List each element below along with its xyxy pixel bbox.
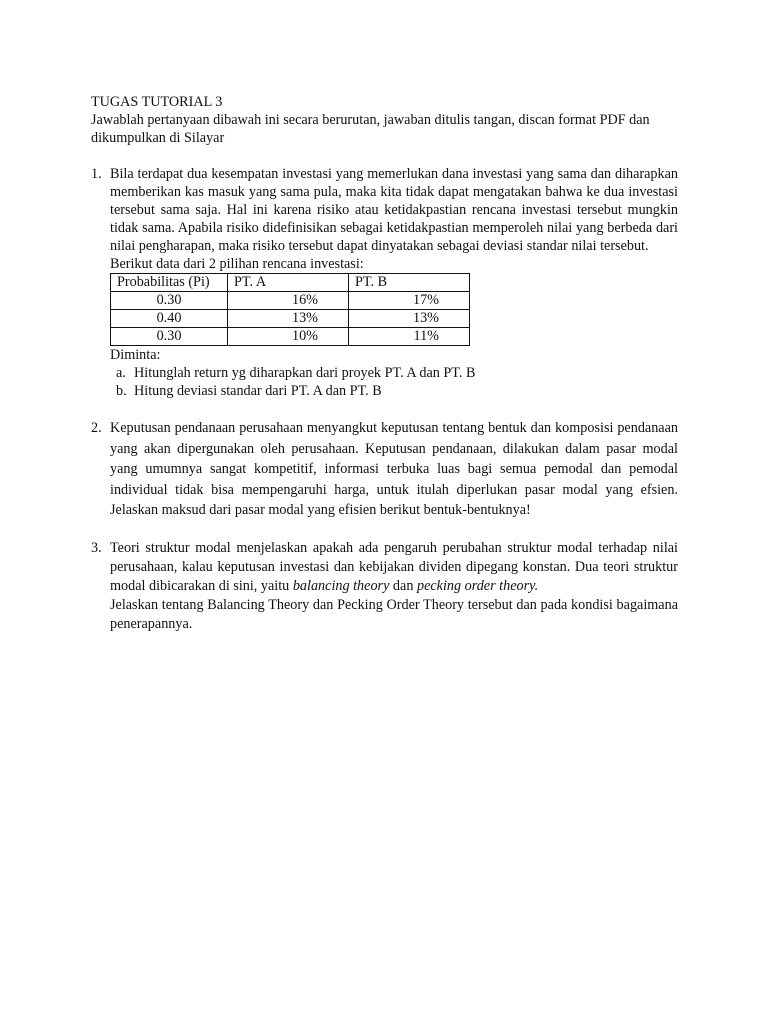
question-body: Keputusan pendanaan perusahaan menyangkut keputusan tentang bentuk dan komposisi pendanaan yang akan dipergunakan oleh perusahaan. Keputusan pendanaan, dilakukan dalam pasar modal yang umumnya sangat kompetitif, informasi terbuka luas bagi semua pemodal dan pemodal individual tidak bisa mempengaruhi harga, untuk itulah diperlukan pasar modal yang efsien. Jelaskan maksud dari pasar modal yang efisien berikut bentuk-bentuknya! [110,420,678,518]
table-intro: Berikut data dari 2 pilihan rencana investasi: [110,256,364,272]
table-cell: 13% [228,310,349,328]
table-cell: 0.40 [111,310,228,328]
table-cell: 11% [349,328,470,346]
subitem-list [110,364,678,400]
table-header-cell: Probabilitas (Pi) [111,274,228,292]
table-cell: 13% [349,310,470,328]
question-number: 2. [91,420,102,436]
subitem-a [116,364,678,382]
table-row [111,310,470,328]
subitem-text: Hitung deviasi standar dari PT. A dan PT. B [134,383,382,399]
table-header-cell: PT. B [349,274,470,292]
question-number: 1. [91,166,102,182]
spacer [91,400,678,418]
table-cell: 17% [349,292,470,310]
question-3 [91,539,678,634]
table-row [111,328,470,346]
document-title: TUGAS TUTORIAL 3 [91,94,223,110]
subitem-letter: b. [116,383,127,399]
subitem-text: Hitunglah return yg diharapkan dari proyek PT. A dan PT. B [134,365,476,381]
term-balancing-theory: balancing theory [292,577,390,594]
question-body-followup: Jelaskan tentang Balancing Theory dan Pecking Order Theory tersebut dan pada kondisi bagaimana penerapannya. [110,596,678,632]
question-number: 3. [91,539,102,556]
question-1 [91,165,678,400]
document-page [91,93,678,634]
table-row [111,292,470,310]
instructions-text: Jawablah pertanyaan dibawah ini secara berurutan, jawaban ditulis tangan, discan format PDF dan dikumpulkan di Silayar [91,112,650,146]
question-body: Bila terdapat dua kesempatan investasi yang memerlukan dana investasi yang sama dan diharapkan memberikan kas masuk yang sama pula, maka kita tidak dapat mengatakan bahwa ke dua investasi tersebut sama saja. Hal ini karena risiko atau ketidakpastian rencana investasi tersebut mungkin tidak sama. Apabila risiko didefinisikan sebagai ketidakpastian memperoleh nilai yang berbeda dari nilai pengharapan, maka risiko tersebut dapat dinyatakan sebagai deviasi standar nilai tersebut. [110,166,678,254]
subitem-b [116,382,678,400]
connector-text: dan [389,577,417,594]
table-cell: 10% [228,328,349,346]
subitem-letter: a. [116,365,126,381]
table-cell: 0.30 [111,328,228,346]
table-header-cell: PT. A [228,274,349,292]
spacer [91,521,678,539]
requested-label: Diminta: [110,347,161,363]
term-pecking-order-theory: pecking order theory. [416,577,539,594]
table-cell: 0.30 [111,292,228,310]
investment-table [110,273,470,346]
spacer [91,147,678,165]
question-body [110,539,678,596]
question-body-part: Teori struktur modal menjelaskan apakah ada pengaruh perubahan struktur modal terhadap nilai perusahaan, kalau keputusan investasi dan kebijakan dividen dipegang konstan. Dua teori struktur modal dibicarakan di sini, yaitu [110,539,678,594]
question-2 [91,418,678,521]
table-header-row [111,274,470,292]
table-cell: 16% [228,292,349,310]
